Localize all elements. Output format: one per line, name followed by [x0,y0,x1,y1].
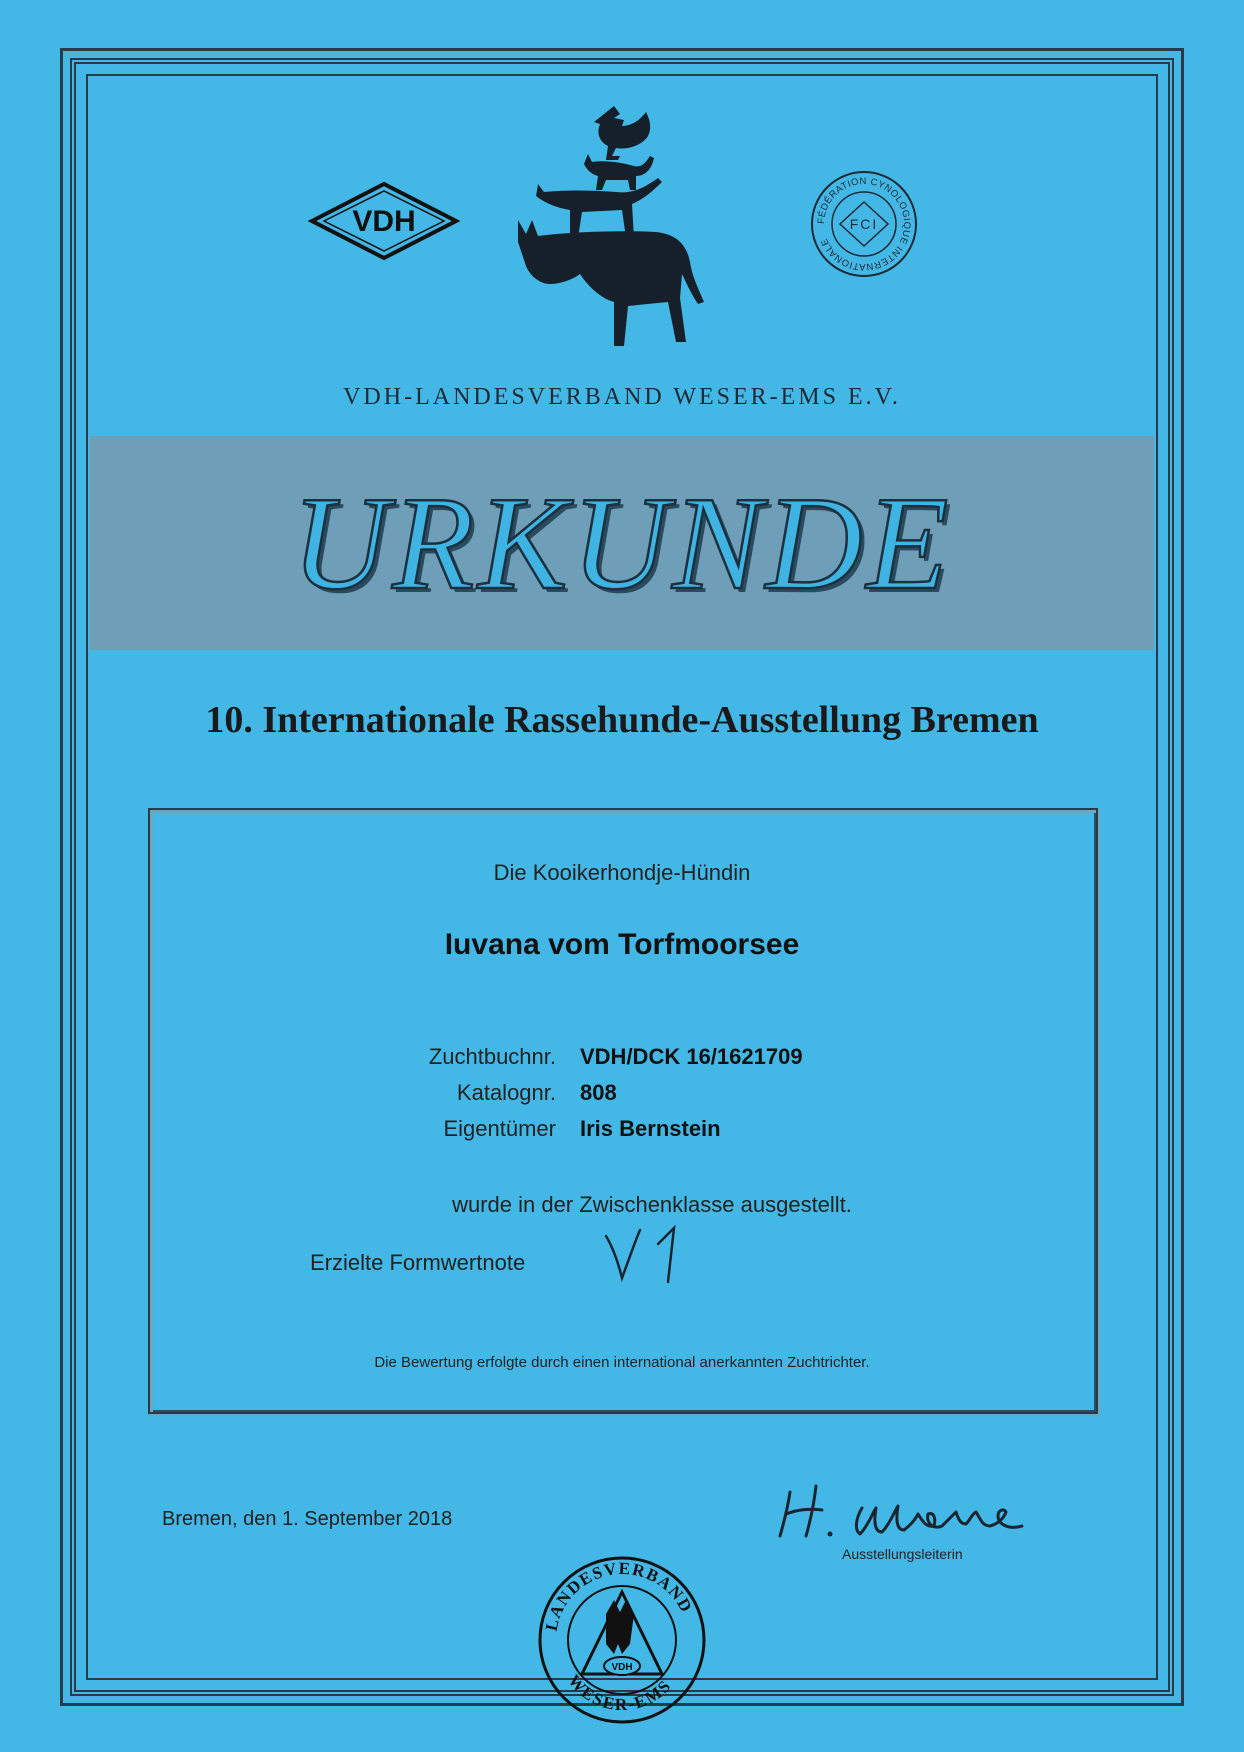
seal-top-text: LANDESVERBAND [541,1558,697,1633]
catalog-label: Katalognr. [456,1080,556,1105]
stud-book-label: Zuchtbuchnr. [428,1044,556,1069]
bremen-town-musicians-logo [514,100,732,376]
judge-note: Die Bewertung erfolgte durch einen international anerkannten Zuchtrichter. [374,1354,870,1371]
catalog-value: 808 [580,1080,617,1105]
breed-line: Die Kooikerhondje-Hündin [493,860,751,885]
grade-label: Erzielte Formwertnote [310,1250,526,1275]
signer-role: Ausstellungsleiterin [842,1546,963,1562]
class-line: wurde in der Zwischenklasse ausgestellt. [452,1192,852,1217]
vdh-logo-text: VDH [352,205,416,238]
dog-name: Iuvana vom Torfmoorsee [444,928,800,961]
signature [776,1478,1052,1544]
landesverband-seal [536,1554,708,1726]
owner-value: Iris Bernstein [580,1116,721,1141]
fci-ring-text: FÉDÉRATION CYNOLOGIQUE INTERNATIONALE [815,175,913,273]
vdh-logo [308,180,460,262]
seal-bottom-text: WESER-EMS [564,1670,676,1715]
date-line: Bremen, den 1. September 2018 [162,1508,453,1530]
event-title: 10. Internationale Rassehunde-Ausstellung Bremen [205,699,1039,741]
fci-center-text: FCI [849,216,879,232]
stud-book-value: VDH/DCK 16/1621709 [580,1044,803,1069]
grade-handwritten [600,1222,690,1288]
owner-label: Eigentümer [443,1116,556,1141]
fci-logo [808,168,920,280]
organization-name: VDH-LANDESVERBAND WESER-EMS E.V. [343,384,901,410]
details-panel [148,808,1098,1414]
seal-center-text: VDH [611,1662,633,1673]
certificate-title: URKUNDE [291,469,953,617]
svg-text:WESER-EMS [564,1671,675,1714]
